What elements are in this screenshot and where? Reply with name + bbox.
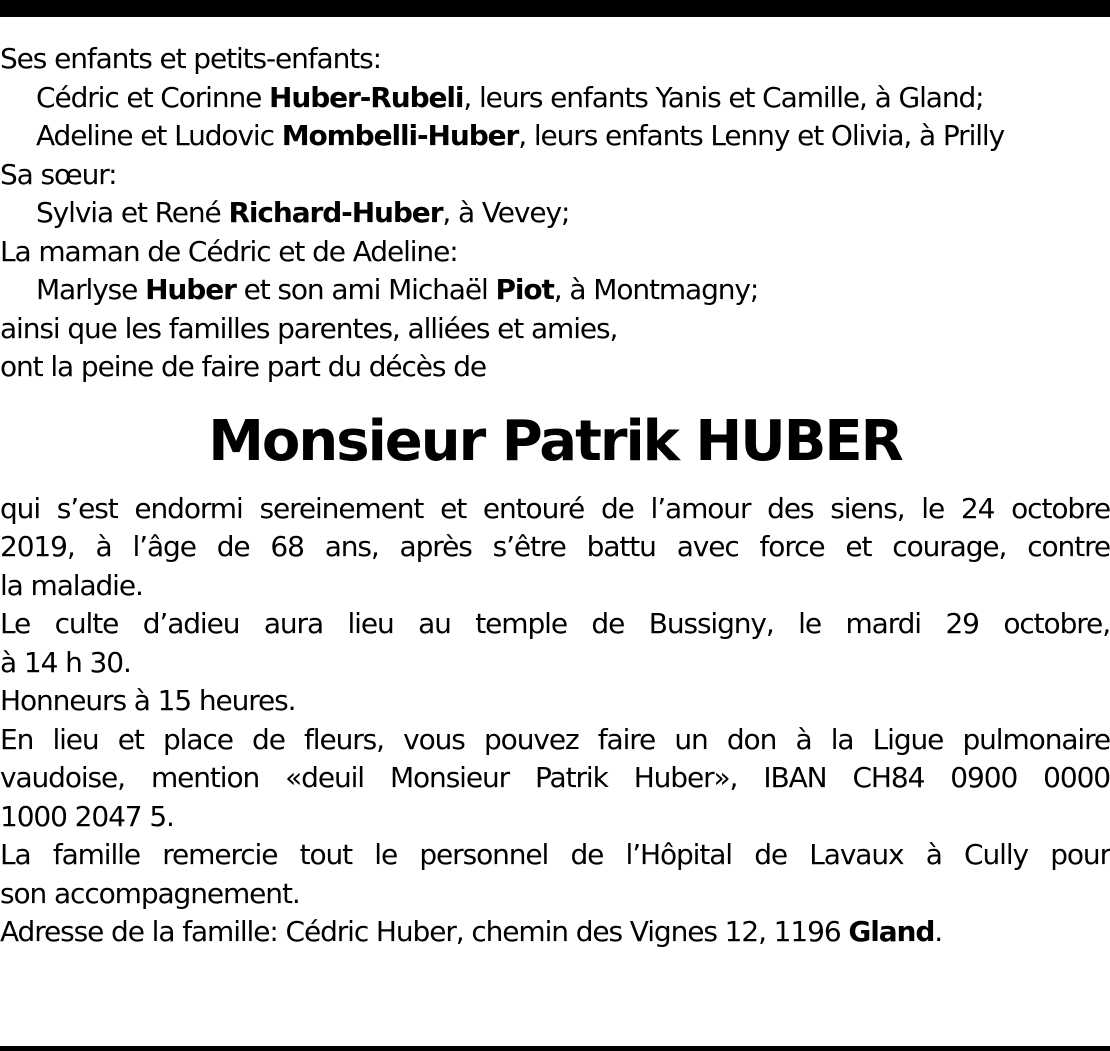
obituary-notice (0, 40, 1110, 952)
paragraph-service: Le culte d’adieu aura lieu au temple de Bussigny, le mardi 29 octobre, à 14 h 30. (0, 607, 1110, 679)
paragraph-passing: qui s’est endormi sereinement et entouré de l’amour des siens, le 24 octobre 2019, à l’âge de 68 ans, après s’être battu avec force et courage, contre la maladie. (0, 491, 1110, 602)
child-line-adeline: Adeline et Ludovic Mombelli-Huber, leurs enfants Lenny et Olivia, à Prilly (36, 119, 1005, 152)
deceased-name: Monsieur Patrik HUBER (208, 408, 902, 474)
announcement-line: ont la peine de faire part du décès de (0, 350, 487, 383)
paragraph-donation: En lieu et place de fleurs, vous pouvez faire un don à la Ligue pulmonaire vaudoise, mention «deuil Monsieur Patrik Huber», IBAN CH84 0900 0000 1000 2047 5. (0, 722, 1110, 833)
sister-line: Sylvia et René Richard-Huber, à Vevey; (36, 196, 570, 229)
surname: Huber (145, 273, 236, 306)
surname: Richard-Huber (228, 196, 443, 229)
mother-line: Marlyse Huber et son ami Michaël Piot, à Montmagny; (36, 273, 759, 306)
paragraph-honours: Honneurs à 15 heures. (0, 684, 296, 717)
surname: Piot (495, 273, 554, 306)
paragraph-thanks: La famille remercie tout le personnel de l’Hôpital de Lavaux à Cully pour son accompagnement. (0, 838, 1110, 910)
top-rule (0, 0, 1110, 17)
bottom-rule (0, 1046, 1110, 1051)
intro-mother: La maman de Cédric et de Adeline: (0, 234, 458, 268)
child-line-cedric: Cédric et Corinne Huber-Rubeli, leurs enfants Yanis et Camille, à Gland; (36, 80, 984, 114)
families-line: ainsi que les familles parentes, alliées et amies, (0, 311, 618, 345)
intro-children: Ses enfants et petits-enfants: (0, 42, 381, 75)
surname: Mombelli-Huber (281, 119, 519, 152)
city: Gland (848, 915, 935, 948)
surname: Huber-Rubeli (269, 80, 464, 114)
intro-sister: Sa sœur: (0, 157, 117, 191)
paragraph-address: Adresse de la famille: Cédric Huber, chemin des Vignes 12, 1196 Gland. (0, 915, 943, 948)
